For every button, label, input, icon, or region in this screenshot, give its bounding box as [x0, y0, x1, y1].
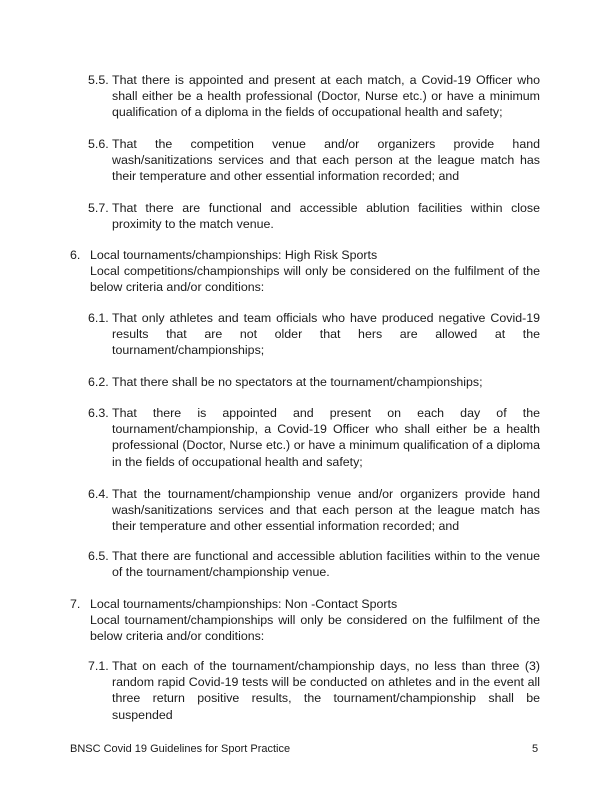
clause-6-3: [88, 405, 540, 470]
footer-title: BNSC Covid 19 Guidelines for Sport Practice: [70, 743, 291, 755]
clause-number: 6.4.: [88, 487, 109, 501]
clause-number: 6.1.: [88, 311, 109, 325]
clause-text: That there are functional and accessible ablution facilities within to the venue of the tournament/championship venue.: [112, 549, 540, 580]
clause-number: 5.5.: [88, 73, 109, 87]
clause-5-7: [88, 200, 540, 232]
clause-text: That there is appointed and present on each day of the tournament/championship, a Covid-19 Officer who shall either be a health professional (Doctor, Nurse etc.) or have a minimum qualification of a diploma in the fields of occupational health and safety;: [112, 406, 540, 469]
section-intro: Local tournament/championships will only be considered on the fulfilment of the below criteria and/or conditions:: [90, 613, 540, 644]
section-number: 7.: [70, 597, 81, 611]
page-number: 5: [532, 743, 539, 755]
section-heading: Local tournaments/championships: High Risk Sports: [90, 248, 378, 262]
section-heading: Local tournaments/championships: Non -Contact Sports: [90, 597, 398, 611]
clause-6-1: [88, 310, 540, 359]
clause-text: That the tournament/championship venue and/or organizers provide hand wash/sanitizations services and that each person at the league match has their temperature and other essential information recorded; and: [112, 487, 540, 534]
clause-5-6: [88, 136, 540, 185]
section-6: [70, 247, 540, 296]
clause-number: 6.3.: [88, 406, 109, 420]
clause-text: That the competition venue and/or organizers provide hand wash/sanitizations services and that each person at the league match has their temperature and other essential information recorded; and: [112, 137, 540, 184]
clause-7-1: [88, 658, 540, 723]
section-7: [70, 596, 540, 645]
clause-number: 6.5.: [88, 549, 109, 563]
clause-text: That only athletes and team officials who have produced negative Covid-19 results that are not older that hers are allowed at the tournament/championships;: [112, 311, 540, 358]
clause-number: 6.2.: [88, 375, 109, 389]
clause-5-5: [88, 72, 540, 121]
clause-number: 5.6.: [88, 137, 109, 151]
clause-number: 5.7.: [88, 201, 109, 215]
clause-text: That there are functional and accessible ablution facilities within close proximity to the match venue.: [112, 201, 540, 232]
clause-6-4: [88, 486, 540, 535]
clause-number: 7.1.: [88, 659, 109, 673]
clause-text: That on each of the tournament/championship days, no less than three (3) random rapid Covid-19 tests will be conducted on athletes and in the event all three return positive results, the tournament/championship shall be suspended: [112, 659, 540, 722]
clause-text: That there shall be no spectators at the tournament/championships;: [112, 375, 483, 389]
section-intro: Local competitions/championships will only be considered on the fulfilment of the below criteria and/or conditions:: [90, 264, 540, 295]
clause-6-5: [88, 548, 540, 580]
clause-6-2: [88, 374, 540, 390]
clause-text: That there is appointed and present at each match, a Covid-19 Officer who shall either be a health professional (Doctor, Nurse etc.) or have a minimum qualification of a diploma in the fields of occupational health and safety;: [112, 73, 540, 120]
section-number: 6.: [70, 248, 81, 262]
